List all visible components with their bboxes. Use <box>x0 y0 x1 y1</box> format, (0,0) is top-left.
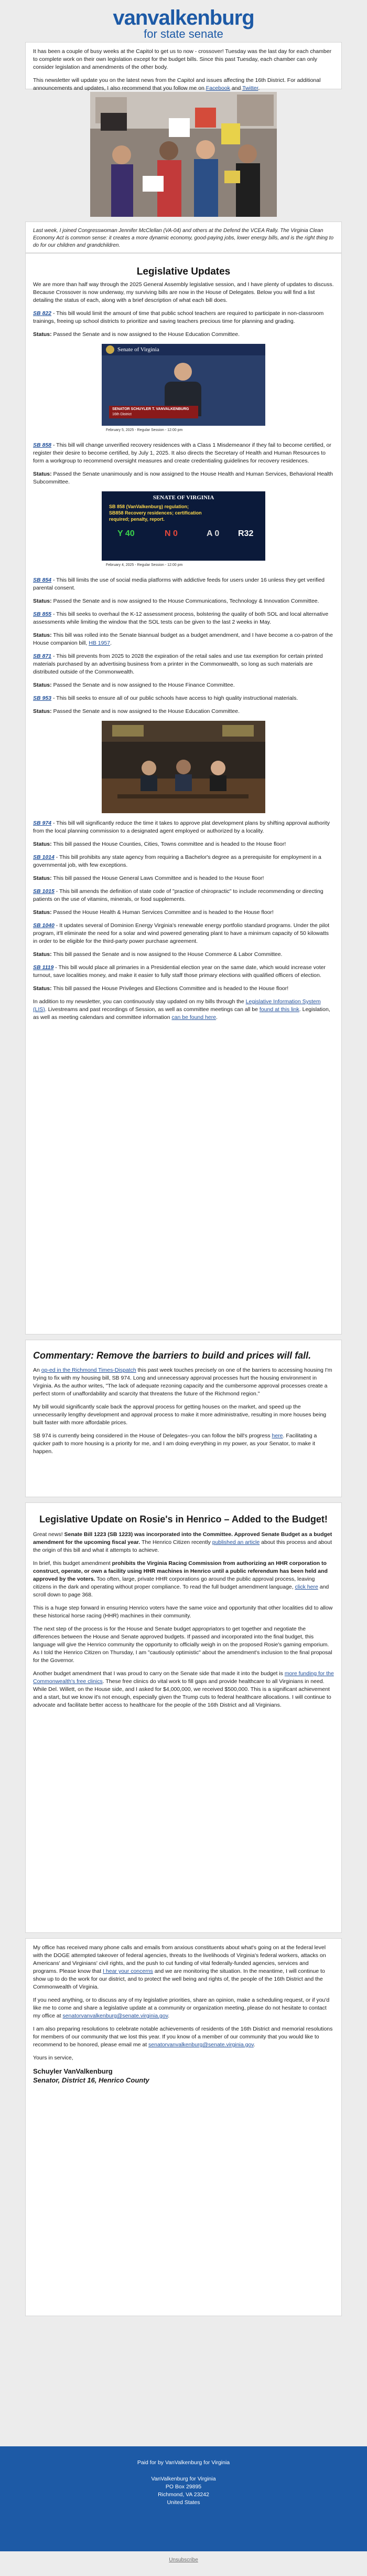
video-1-lower-third: SENATOR SCHUYLER T. VANVALKENBURG 16th District <box>109 406 198 418</box>
legislative-intro: We are more than half way through the 2025 General Assembly legislative session, and I have plenty of updates to discuss. Because Crossover is now underway, my surviving bills are now in the House of Delegates. Below you will find a list detailing the status of each, along with a brief description of what each bill does. <box>33 281 334 303</box>
unsubscribe-row <box>0 2557 367 2564</box>
intro-card <box>25 42 342 89</box>
bill-sb1014: SB 1014 - This bill prohibits any state agency from requiring a Bachelor's degree as a prerequisite for employment in a governmental job, with few exceptions. <box>33 854 321 868</box>
bill-status-sb953: Status: Passed the Senate and is now assigned to the House Education Committee. <box>33 708 240 714</box>
committee-room-photo <box>102 721 265 813</box>
intro-paragraph-1: It has been a couple of busy weeks at the Capitol to get us to now - crossover! Tuesday was the last day for each chamber to complete work on their own legislation except for the budget bills. Since this past Tuesday, each chamber can only consider legislation and amendments of the other body. <box>33 48 332 70</box>
calendars-link[interactable]: can be found here <box>171 1014 217 1021</box>
twitter-link[interactable]: Twitter <box>242 85 258 91</box>
committee-room-illustration <box>102 721 265 813</box>
bill-link-sb1040[interactable]: SB 1040 <box>33 922 55 929</box>
closing-paragraph-3: I am also preparing resolutions to celebrate notable achievements of residents of the 16th District and memorial resolutions for members of our community that we lost this year. If you know of a member of our community that you would like to recommend to be honored, please email me at senatorvanvalkenburg@senate.virginia.gov. <box>33 2026 333 2048</box>
facebook-link[interactable]: Facebook <box>206 85 230 91</box>
bill-status-sb1119: Status: This bill passed the House Privileges and Elections Committee and is headed to the House floor! <box>33 985 289 992</box>
legislative-updates-card <box>25 253 342 1334</box>
bill-link-sb1015[interactable]: SB 1015 <box>33 888 55 895</box>
footer-city: Richmond, VA 23242 <box>158 2491 209 2498</box>
paid-for-by: Paid for by VanValkenburg for Virginia <box>137 2459 230 2466</box>
office-email-link-1[interactable]: senatorvanvalkenburg@senate.virginia.gov <box>62 2013 168 2019</box>
livestream-link[interactable]: found at this link <box>259 1006 299 1013</box>
budget-amendment-link[interactable]: click here <box>295 1584 318 1590</box>
lis-link[interactable]: Legislative Information System (LIS) <box>33 998 321 1013</box>
senate-video-2[interactable] <box>102 491 265 570</box>
commentary-paragraph-3: SB 974 is currently being considered in the House of Delegates--you can follow the bill's progress here. Facilitating a quicker path to more housing is a priority for me, and I am doing everything in my power, as your Senator, to make it happen. <box>33 1433 317 1455</box>
bill-sb1119: SB 1119 - This bill would place all primaries in a Presidential election year on the same date, which would increase voter turnout, save localities money, and make it easier to fully staff those primary elections with qualified officers of election. <box>33 964 326 979</box>
bill-link-sb1119[interactable]: SB 1119 <box>33 964 54 971</box>
brand-subtitle: for state senate <box>144 27 223 40</box>
footer <box>0 2446 367 2551</box>
rally-photo <box>90 92 277 217</box>
unsubscribe-link[interactable]: Unsubscribe <box>169 2557 198 2563</box>
signature-title: Senator, District 16, Henrico County <box>33 2076 149 2084</box>
seal-icon <box>106 345 114 354</box>
sb974-progress-link[interactable]: here <box>272 1433 283 1439</box>
commentary-card <box>25 1340 342 1497</box>
signoff: Yours in service, <box>33 2055 73 2061</box>
video-2-bill-line-2: SB858 Recovery residences; certification <box>109 510 202 516</box>
closing-paragraph-2: If you need anything, or to discuss any of my legislative priorities, share an opinion, make a scheduling request, or if you'd like me to come and share a legislative update at a community or organization meeting, please do not hesitate to contact my office at senatorvanvalkenburg@senate.virginia.gov. <box>33 1997 330 2019</box>
brand-name: vanvalkenburg <box>113 6 254 29</box>
bill-sb855: SB 855 - This bill seeks to overhaul the K-12 assessment process, bolstering the quality of both SOL and local alternative assessments while limiting the window that the SOL tests can be given to the last 2 weeks in May. <box>33 611 329 625</box>
bill-status-sb1040: Status: This bill passed the Senate and is now assigned to the House Commerce & Labor Committee. <box>33 951 283 958</box>
bill-link-sb953[interactable]: SB 953 <box>33 695 52 701</box>
vote-no: N 0 <box>165 529 178 538</box>
legislative-updates-title: Legislative Updates <box>136 266 231 277</box>
bill-status-sb1014: Status: This bill passed the House General Laws Committee and is headed to the House floor! <box>33 875 264 881</box>
rosies-paragraph-4: The next step of the process is for the House and Senate budget appropriators to get together and negotiate the differences between the House and Senate approved budgets. If passed and incorporated into the final budget, this language will give the Henrico community the opportunity to officially weigh in on the proposed Rosie's gaming emporium. As I told the Henrico Citizen on Thursday, I am "cautiously optimistic" about the amendment's inclusion to the final proposal for the Governor. <box>33 1626 332 1664</box>
footer-country: United States <box>167 2499 200 2506</box>
bill-sb871: SB 871 - This bill prevents from 2025 to 2028 the expiration of the retail sales and use tax exemption for certain printed materials purchased by an advertising business from a printer in the Commonwealth, so long as such materials are distributed outside of the Commonwealth. <box>33 653 323 675</box>
bill-sb1040: SB 1040 - It updates several of Dominion Energy Virginia's renewable energy portfolio standard programs. Under the pilot program, it'll eliminate the need for a solar and wind powered generating plant to have a minimum capacity of 50 kilowatts in order to be eligible for the third-party power purchase agreement. <box>33 922 330 944</box>
bill-sb974: SB 974 - This bill will significantly reduce the time it takes to approve plat development plans by shifting approval authority from the local planning commission to a designated agent employed or authorized by a locality. <box>33 820 330 834</box>
concerns-link[interactable]: I hear your concerns <box>103 1968 153 1974</box>
photo-caption: Last week, I joined Congresswoman Jennifer McClellan (VA-04) and others at the Defend the VCEA Rally. The Virginia Clean Economy Act is common sense: it creates a more dynamic economy, good-paying jobs, lower energy bills, and is the right thing to do for our children and grandchildren. <box>33 228 334 248</box>
bill-sb858: SB 858 - This bill will change unverified recovery residences with a Class 1 Misdemeanor if they fail to become certified, or register their desire to become certified, by July 1, 2025. It also directs the Secretary of Health and Human Resources to form a workgroup to recommend oversight measures and create credentialing guidelines for recovery residences. <box>33 442 331 464</box>
video-1-footer: February 5, 2025 - Regular Session - 12:00 pm <box>102 426 265 435</box>
bill-link-sb858[interactable]: SB 858 <box>33 442 52 448</box>
vote-abstain: A 0 <box>207 529 220 538</box>
bill-sb822: SB 822 - This bill would limit the amount of time that public school teachers are required to participate in non-classroom trainings, freeing up school districts to prioritize and saving teachers precious time for planning and grading. <box>33 310 324 324</box>
rosies-paragraph-3: This is a huge step forward in ensuring Henrico voters have the same voice and opportunity that other localities did to allow these historical horse racing (HHR) machines in their community. <box>33 1605 333 1619</box>
rosies-card <box>25 1502 342 1933</box>
bill-sb1015: SB 1015 - This bill amends the definition of state code of "practice of chiropractic" to include recommending or directing patients on the use of vitamins, minerals, or food supplements. <box>33 888 323 902</box>
bill-status-sb855: Status: This bill was rolled into the Senate biannual budget as a budget amendment, and I have become a co-patron of the House companion bill, HB 1957. <box>33 632 333 646</box>
commentary-paragraph-2: My bill would significantly scale back the approval process for getting houses on the market, and speed up the unnecessarily lengthy development and approval process to make it more administrative, resulting in more houses being built faster with more affordable prices. <box>33 1404 327 1426</box>
rally-photo-illustration <box>90 92 277 217</box>
video-2-footer: February 4, 2025 - Regular Session - 12:00 pm <box>102 561 265 570</box>
video-2-bill-line-3: required; penalty, report. <box>109 517 165 522</box>
vote-r: R32 <box>238 529 254 538</box>
oped-link[interactable]: op-ed in the Richmond Times-Dispatch <box>41 1367 136 1373</box>
rosies-paragraph-2: In brief, this budget amendment prohibits the Virginia Racing Commission from authorizing an HHR corporation to construct, operate, or own a facility using HHR machines in Henrico until a public referendum has been held and approved by the voters. Too often, large, private HHR corporations go around the public approval process, leaving citizens in the dark and operating without proper compliance. To read the full budget amendment language, click here and scroll down to page 368. <box>33 1560 329 1598</box>
bill-link-sb854[interactable]: SB 854 <box>33 577 52 583</box>
rosies-paragraph-5: Another budget amendment that I was proud to carry on the Senate side that made it into the budget is more funding for the Commonwealth's free clinics. These free clinics do vital work to fill gaps and provide healthcare to all Virginians in need. While Del. Willett, on the House side, and I asked for $4,000,000, we received $500,000. This is a significant achievement and a start, but we know it's not enough, especially given the Trump cuts to federal healthcare allocations. I will continue to advocate and facilitate better access to healthcare for the people of the 16th District and all Virginians. <box>33 1670 334 1708</box>
signature-name: Schuyler VanValkenburg <box>33 2067 113 2075</box>
rosies-title: Legislative Update on Rosie's in Henrico – Added to the Budget! <box>39 1514 328 1524</box>
bill-link-sb1014[interactable]: SB 1014 <box>33 854 55 860</box>
header <box>0 0 367 43</box>
vote-yes: Y 40 <box>117 529 135 538</box>
office-email-link-2[interactable]: senatorvanvalkenburg@senate.virginia.gov <box>148 2042 254 2048</box>
bill-status-sb854: Status: Passed the Senate and is now assigned to the House Communications, Technology & Innovation Committee. <box>33 598 319 604</box>
brand-wordmark <box>0 6 367 30</box>
henrico-citizen-article-link[interactable]: published an article <box>212 1539 260 1545</box>
bill-status-sb858: Status: Passed the Senate unanimously and is now assigned to the House Health and Human Services, Behavioral Health Subcommittee. <box>33 471 333 485</box>
bill-status-sb1015: Status: Passed the House Health & Human Services Committee and is headed to the House floor! <box>33 909 274 916</box>
video-2-banner: SENATE OF VIRGINIA <box>153 495 214 501</box>
rosies-paragraph-1: Great news! Senate Bill 1223 (SB 1223) was incorporated into the Committee. Approved Senate Budget as a budget amendment for the upcoming fiscal year. The Henrico Citizen recently published an article about this process and about the origin of this bill and what it attempts to achieve. <box>33 1531 332 1553</box>
legislative-closing: In addition to my newsletter, you can continuously stay updated on my bills through the Legislative Information System (LIS). Livestreams and past recordings of Session, as well as committee meetings can all be found at this link. Legislation, as well as meeting calendars and committee information can be found here. <box>33 998 330 1021</box>
bill-sb953: SB 953 - This bill seeks to ensure all of our public schools have access to high quality instructional materials. <box>33 695 298 701</box>
commentary-title: Commentary: Remove the barriers to build and prices will fall. <box>33 1350 311 1361</box>
video-2-bill-line-1: SB 858 (VanValkenburg) regulation; <box>109 504 189 509</box>
footer-po-box: PO Box 29895 <box>165 2484 202 2490</box>
commentary-paragraph-1: An op-ed in the Richmond Times-Dispatch this past week touches precisely on one of the barriers to accessing housing I'm trying to fix with my housing bill, SB 974. Long and unnecessary approval processes hurt the housing environment in Virginia. As the author writes, "The lack of adequate rezoning capacity and the cumbersome approval processes create a perfect storm of unaffordability and scarcity that threatens the future of the Richmond region." <box>33 1367 332 1397</box>
photo-caption-card <box>25 222 342 253</box>
closing-card <box>25 1938 342 2316</box>
intro-paragraph-2: This newsletter will update you on the latest news from the Capitol and issues affecting the 16th District. For additional announcements and updates, I also recommend that you follow me on Facebook and Twitter. <box>33 77 321 91</box>
bill-status-sb822: Status: Passed the Senate and is now assigned to the House Education Committee. <box>33 331 240 338</box>
bill-status-sb974: Status: This bill passed the House Counties, Cities, Towns committee and is headed to the House floor! <box>33 841 286 847</box>
bill-link-sb855[interactable]: SB 855 <box>33 611 52 617</box>
closing-paragraph-1: My office has received many phone calls and emails from anxious constituents about what's going on at the federal level with the DOGE attempted takeover of federal agencies, threats to the livelihoods of Virginia's federal workers, attacks on Americans' and Virginians' civil rights, and the push to cut funding of vital federally-funded agencies, services and programs. Please know that I hear your concerns and we are monitoring the situation. In the meantime, I will continue to show up to do the work for our district, and to protect the well being and rights of, the people of the 16th District and the Commonwealth of Virginia. <box>33 1944 326 1990</box>
video-1-banner: Senate of Virginia <box>102 344 265 355</box>
bill-link-sb822[interactable]: SB 822 <box>33 310 52 317</box>
bill-link-sb871[interactable]: SB 871 <box>33 653 52 659</box>
senate-video-1[interactable] <box>102 344 265 435</box>
bill-status-sb871: Status: Passed the Senate and is now assigned to the House Finance Committee. <box>33 682 235 688</box>
footer-org: VanValkenburg for Virginia <box>151 2476 216 2482</box>
bill-link-sb974[interactable]: SB 974 <box>33 820 52 826</box>
free-clinics-link[interactable]: more funding for the Commonwealth's free clinics <box>33 1670 334 1685</box>
bill-sb854: SB 854 - This bill limits the use of social media platforms with addictive feeds for users under 16 unless they get verified parental consent. <box>33 577 325 591</box>
hb1957-link[interactable]: HB 1957 <box>89 640 111 646</box>
